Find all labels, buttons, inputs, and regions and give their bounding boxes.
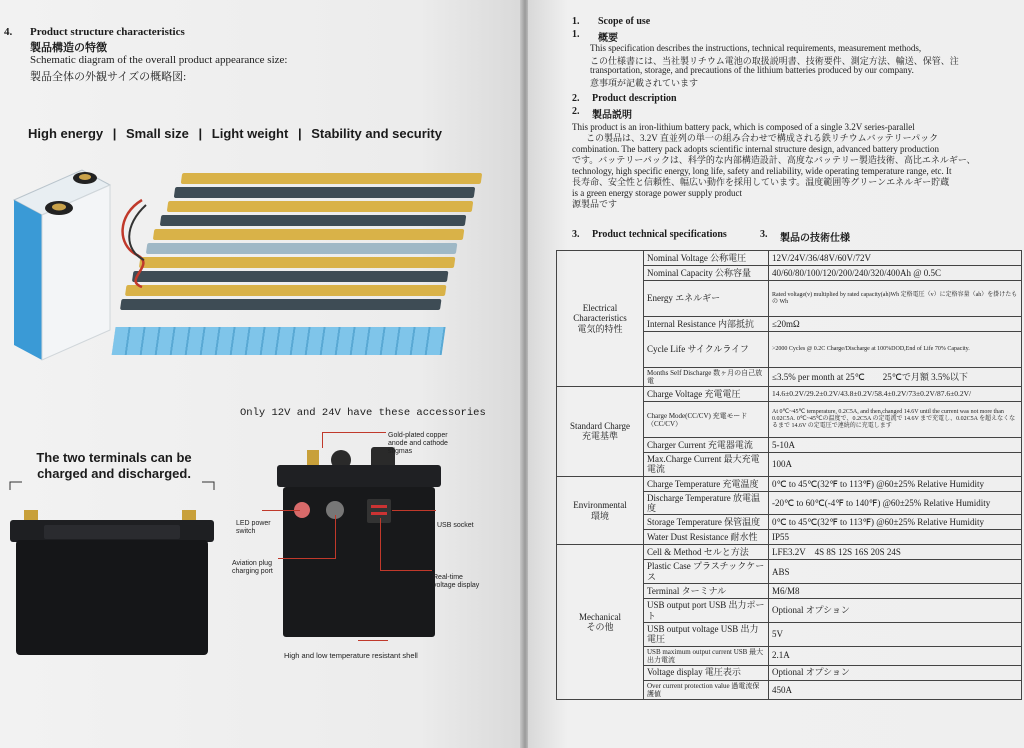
spec-item: Charge Voltage 充電電圧	[644, 387, 769, 402]
description-line: This product is an iron-lithium battery pack, which is composed of a single 3.2V series-parallel	[572, 122, 915, 132]
spec-value: M6/M8	[769, 584, 1022, 599]
spec-value: >2000 Cycles @ 0.2C Charge/Discharge at 100%DOD,End of Life 70% Capacity.	[769, 332, 1022, 368]
description-number-jp: 2.	[572, 106, 580, 117]
spec-item: Terminal ターミナル	[644, 584, 769, 599]
spec-item: Charge Temperature 充電温度	[644, 476, 769, 491]
spec-value: 100A	[769, 453, 1022, 477]
spec-category-jp: 環境	[590, 510, 609, 521]
scope-body-en-2: transportation, storage, and precautions of the lithium batteries produced by our company.	[590, 65, 914, 75]
scope-title-jp: 概要	[598, 33, 618, 44]
tagline: High energy | Small size | Light weight | Stability and security	[28, 126, 442, 141]
spec-category	[557, 387, 644, 477]
tagline-light-weight: Light weight	[211, 126, 289, 141]
structure-title-jp: 製品構造の特徴	[30, 42, 107, 54]
spec-value: 2.1A	[769, 646, 1022, 665]
spec-item: Cycle Life サイクルライフ	[644, 332, 769, 368]
spec-category-jp: 充電基準	[581, 431, 618, 442]
right-page	[528, 0, 1024, 748]
spec-category-en: Mechanical	[579, 611, 621, 622]
spec-item: Internal Resistance 内部抵抗	[644, 317, 769, 332]
spec-item: USB output port USB 出力ポート	[644, 599, 769, 623]
single-cell-illustration	[12, 160, 112, 365]
description-line: is a green energy storage power supply product	[572, 188, 743, 198]
structure-subtitle-en: Schematic diagram of the overall product appearance size:	[30, 54, 288, 66]
description-title-en: Product description	[592, 93, 677, 104]
spec-value: 0℃ to 45℃(32℉ to 113℉) @60±25% Relative Humidity	[769, 476, 1022, 491]
scope-title-en: Scope of use	[598, 16, 651, 27]
car-style-battery-illustration	[4, 480, 220, 660]
spec-item: Nominal Capacity 公称容量	[644, 266, 769, 281]
description-line: 源製品です	[572, 199, 618, 209]
callout-aviation-plug: Aviation plug charging port	[232, 560, 273, 575]
spec-value: At 0℃~45℃ temperature, 0.2C5A, and then,changed 14.6V until the current was not more than 0.02C5A. 0℃~45℃の温度で、0.2C5A の定電流で 14.6V まで充電し、0.02C5A を超えなくなるまで 14.6V の定電圧で連続的に充電します	[769, 402, 1022, 438]
scope-body-en-1: This specification describes the instructions, technical requirements, measurement methods,	[590, 43, 922, 53]
description-line: combination. The battery pack adopts scientific internal structure design, advanced battery production	[572, 144, 939, 154]
spec-value: 450A	[769, 680, 1022, 699]
spec-value: Optional オプション	[769, 599, 1022, 623]
tagline-small-size: Small size	[126, 126, 189, 141]
spec-value: ≤3.5% per month at 25℃ 25℃で月額 3.5%以下	[769, 368, 1022, 387]
description-number-en: 2.	[572, 93, 580, 104]
spec-value: IP55	[769, 530, 1022, 545]
scope-number-en: 1.	[572, 16, 580, 27]
spec-item: Energy エネルギー	[644, 281, 769, 317]
spec-item: Over current protection value 過電流保護値	[644, 680, 769, 699]
spec-item: Voltage display 電圧表示	[644, 665, 769, 680]
accessory-note: Only 12V and 24V have these accessories	[240, 407, 486, 419]
callout-voltage-display: Real-time voltage display	[433, 574, 480, 589]
tagline-high-energy: High energy	[28, 126, 104, 141]
spec-table	[556, 250, 1022, 700]
section-number: 4.	[4, 26, 13, 38]
spec-value: ABS	[769, 560, 1022, 584]
spec-item: Nominal Voltage 公称電圧	[644, 251, 769, 266]
spec-value: -20℃ to 60℃(-4℉ to 140℉) @60±25% Relative Humidity	[769, 491, 1022, 515]
spec-category-en: Environmental	[573, 500, 627, 511]
spec-category	[557, 476, 644, 545]
scope-body-jp-2: 意事項が記載されています	[590, 78, 699, 88]
spec-value: 0℃ to 45℃(32℉ to 113℉) @60±25% Relative Humidity	[769, 515, 1022, 530]
tech-number-jp: 3.	[760, 229, 768, 240]
callout-usb-socket: USB socket	[437, 522, 474, 529]
spec-value: 5V	[769, 622, 1022, 646]
callout-led-switch: LED power switch	[236, 520, 271, 535]
battery-pack-illustration	[112, 165, 474, 355]
spec-row	[557, 387, 1022, 402]
accessory-battery-illustration	[275, 445, 443, 640]
description-line: この製品は、3.2V 直並列の単一の組み合わせで構成される鉄リチウムバッテリーパック	[586, 133, 939, 143]
terminals-text: The two terminals can be charged and discharged.	[36, 450, 192, 481]
spec-value: 14.6±0.2V/29.2±0.2V/43.8±0.2V/58.4±0.2V/73±0.2V/87.6±0.2V/	[769, 387, 1022, 402]
spec-item: Charge Mode(CC/CV) 充電モード（CC/CV）	[644, 402, 769, 438]
spec-value: Optional オプション	[769, 665, 1022, 680]
spec-item: Months Self Discharge 数ヶ月の自己放電	[644, 368, 769, 387]
spec-category	[557, 251, 644, 387]
spec-item: Plastic Case プラスチックケース	[644, 560, 769, 584]
spec-item: USB output voltage USB 出力電圧	[644, 622, 769, 646]
spec-value: 12V/24V/36/48V/60V/72V	[769, 251, 1022, 266]
description-line: です。バッテリーパックは、科学的な内部構造設計、高度なバッテリー製造技術、高比エネルギー、	[572, 155, 976, 165]
spec-value: 40/60/80/100/120/200/240/320/400Ah @ 0.5C	[769, 266, 1022, 281]
spec-item: Cell & Method セルと方法	[644, 545, 769, 560]
spec-row	[557, 476, 1022, 491]
spec-value: LFE3.2V 4S 8S 12S 16S 20S 24S	[769, 545, 1022, 560]
tech-title-en: Product technical specifications	[592, 229, 727, 240]
spec-item: Discharge Temperature 放電温度	[644, 491, 769, 515]
callout-gold-plated: Gold-plated copper anode and cathode stigmas	[388, 432, 448, 455]
tagline-stability: Stability and security	[311, 126, 442, 141]
spec-item: Water Dust Resistance 耐水性	[644, 530, 769, 545]
spec-value: 5-10A	[769, 438, 1022, 453]
structure-title-en: Product structure characteristics	[30, 26, 185, 38]
scope-body-jp-1: この仕様書には、当社製リチウム電池の取扱説明書、技術要件、測定方法、輸送、保管、注	[590, 56, 959, 66]
scope-number-jp: 1.	[572, 29, 580, 40]
description-line: 長寿命、安全性と信頼性、幅広い動作を採用しています。温度範囲等グリーンエネルギー貯蔵	[572, 177, 950, 187]
spec-category-en: Electrical Characteristics	[573, 303, 627, 324]
spec-table-container	[556, 250, 1022, 700]
spec-value: ≤20mΩ	[769, 317, 1022, 332]
description-body	[572, 122, 1018, 210]
spec-row	[557, 251, 1022, 266]
spec-category-jp: その他	[586, 622, 614, 633]
spec-category	[557, 545, 644, 699]
spec-value: Rated voltage(v) multiplied by rated capacity(ah)Wh 定格電圧（v）に定格容量（ah）を掛けたもの Wh	[769, 281, 1022, 317]
spec-item: Storage Temperature 保管温度	[644, 515, 769, 530]
description-title-jp: 製品説明	[592, 110, 632, 121]
wiring-harness-icon	[112, 195, 152, 290]
tech-title-jp: 製品の技術仕様	[780, 233, 850, 244]
spec-item: Charger Current 充電器電流	[644, 438, 769, 453]
spec-item: Max.Charge Current 最大充電電流	[644, 453, 769, 477]
spec-category-en: Standard Charge	[569, 421, 631, 432]
callout-shell: High and low temperature resistant shell	[284, 651, 418, 660]
spec-row	[557, 545, 1022, 560]
description-line: technology, high specific energy, long life, safety and reliability, wide operating temperature range, etc. It	[572, 166, 952, 176]
spec-category-jp: 電気的特性	[577, 323, 623, 334]
tech-number-en: 3.	[572, 229, 580, 240]
structure-subtitle-jp: 製品全体の外観サイズの概略図:	[30, 71, 187, 83]
spec-item: USB maximum output current USB 最大出力電流	[644, 646, 769, 665]
